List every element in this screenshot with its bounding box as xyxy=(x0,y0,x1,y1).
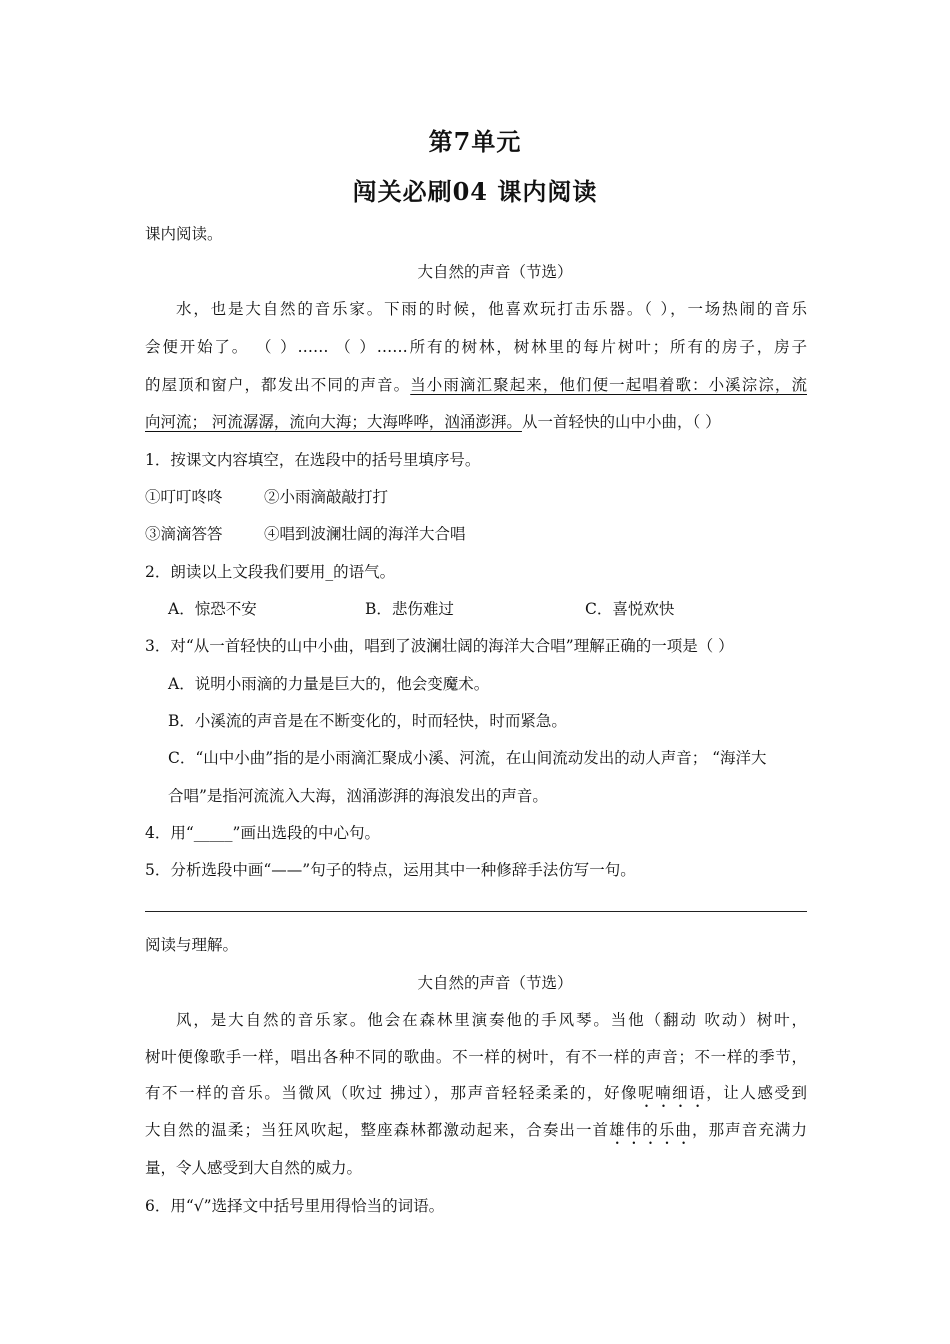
section-divider xyxy=(145,911,807,912)
section2-passage-line: 风，是大自然的音乐家。他会在森林里演奏他的手风琴。当他（翻动 吹动）树叶， xyxy=(176,1011,807,1029)
section1-intro: 课内阅读。 xyxy=(145,225,223,243)
passage-text: 从一首轻快的山中小曲，（ ） xyxy=(521,413,721,431)
q3-option-c-cont: 合唱”是指河流流入大海，汹涌澎湃的海浪发出的声音。 xyxy=(168,787,548,805)
question-2: 2．朗读以上文段我们要用_的语气。 xyxy=(145,563,396,581)
section1-passage-line: 会便开始了。 （ ）…… （ ）……所有的树林，树林里的每片树叶；所有的房子，房子 xyxy=(145,338,807,356)
passage-text: 大自然的温柔；当狂风吹起，整座森林都激动起来，合奏出一首 xyxy=(145,1121,610,1139)
section1-passage-title: 大自然的声音（节选） xyxy=(417,263,573,281)
unit-title: 第7单元 xyxy=(428,127,522,156)
passage-text: 的屋顶和窗户，都发出不同的声音。 xyxy=(145,376,411,394)
q3-option-a: A．说明小雨滴的力量是巨大的，他会变魔术。 xyxy=(168,675,490,693)
q3-option-b: B．小溪流的声音是在不断变化的，时而轻快，时而紧急。 xyxy=(168,712,567,730)
dotted-phrase: 呢喃细语 xyxy=(638,1084,707,1102)
section2-passage-line xyxy=(145,1081,807,1111)
q1-option: ②小雨滴敲敲打打 xyxy=(264,488,389,506)
section1-passage-line xyxy=(145,373,807,395)
dotted-phrase: 雄伟的乐曲 xyxy=(609,1121,693,1139)
question-1: 1．按课文内容填空，在选段中的括号里填序号。 xyxy=(145,451,481,469)
section2-passage-line: 量，令人感受到大自然的威力。 xyxy=(145,1159,363,1177)
underlined-sentence: 当小雨滴汇聚起来，他们便一起唱着歌：小溪淙淙，流 xyxy=(410,376,807,394)
question-5: 5．分析选段中画“——”句子的特点，运用其中一种修辞手法仿写一句。 xyxy=(145,861,636,879)
q1-option: ③滴滴答答 xyxy=(145,525,223,543)
passage-text: ，让人感受到 xyxy=(706,1084,807,1102)
q3-option-c: C．“山中小曲”指的是小雨滴汇聚成小溪、河流，在山间流动发出的动人声音； “海洋大 xyxy=(168,749,767,767)
question-3: 3．对“从一首轻快的山中小曲，唱到了波澜壮阔的海洋大合唱”理解正确的一项是（ ） xyxy=(145,637,734,655)
q1-option: ④唱到波澜壮阔的海洋大合唱 xyxy=(264,525,466,543)
question-6: 6．用“√”选择文中括号里用得恰当的词语。 xyxy=(145,1197,445,1215)
section2-passage-title: 大自然的声音（节选） xyxy=(417,974,573,992)
passage-text: ，那声音充满力 xyxy=(692,1121,807,1139)
q1-option: ①叮叮咚咚 xyxy=(145,488,223,506)
section2-passage-line xyxy=(145,1118,807,1148)
q2-option-b: B．悲伤难过 xyxy=(365,600,454,618)
page-subtitle: 闯关必刷04 课内阅读 xyxy=(352,177,598,206)
section1-passage-line xyxy=(145,410,721,432)
q2-option-c: C．喜悦欢快 xyxy=(585,600,675,618)
section1-passage-line: 水，也是大自然的音乐家。下雨的时候，他喜欢玩打击乐器。（ ），一场热闹的音乐 xyxy=(176,300,807,318)
section2-intro: 阅读与理解。 xyxy=(145,936,239,954)
question-4: 4．用“_____”画出选段的中心句。 xyxy=(145,824,380,842)
passage-text: 有不一样的音乐。当微风（吹过 拂过），那声音轻轻柔柔的，好像 xyxy=(145,1084,639,1102)
q2-option-a: A．惊恐不安 xyxy=(168,600,257,618)
underlined-sentence: 向河流； 河流潺潺，流向大海；大海哗哗，汹涌澎湃。 xyxy=(145,413,522,431)
section2-passage-line: 树叶便像歌手一样，唱出各种不同的歌曲。不一样的树叶，有不一样的声音；不一样的季节， xyxy=(145,1048,807,1066)
